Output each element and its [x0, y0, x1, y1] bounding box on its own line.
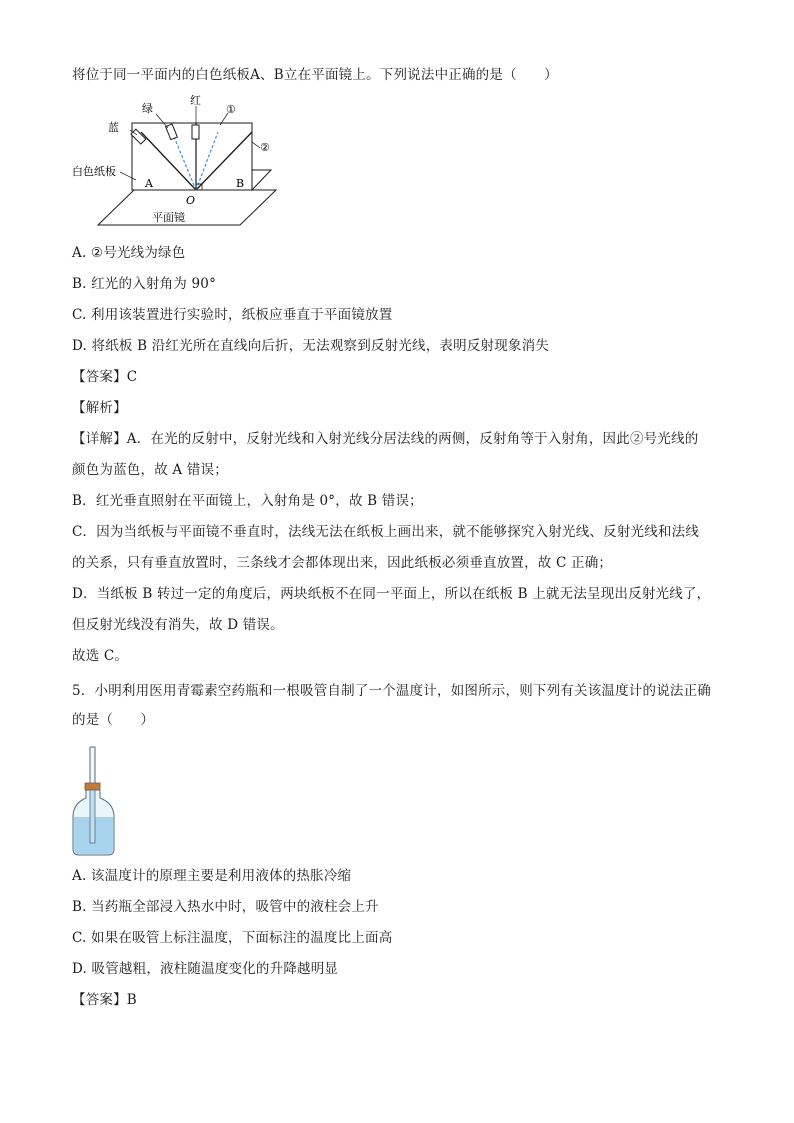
q4-explanation-5: 的关系，只有垂直放置时，三条线才会都体现出来，因此纸板必须垂直放置，故 C 正确； — [72, 555, 613, 571]
q4-stem: 将位于同一平面内的白色纸板A、B立在平面镜上。下列说法中正确的是（ ） — [72, 67, 558, 83]
label-o: O — [186, 194, 196, 207]
q5-answer: 【答案】B — [72, 992, 137, 1008]
q4-option-c: C. 利用该装置进行实验时，纸板应垂直于平面镜放置 — [72, 307, 393, 323]
label-red: 红 — [190, 94, 201, 107]
q4-explanation-8: 故选 C。 — [72, 648, 129, 664]
q4-analysis: 【解析】 — [72, 400, 127, 416]
q5-stem-2: 的是（ ） — [72, 712, 155, 728]
q4-explanation-4: C．因为当纸板与平面镜不垂直时，法线无法在纸板上画出来，就不能够探究入射光线、反射光线和法线 — [72, 524, 700, 540]
q4-explanation-7: 但反射光线没有消失，故 D 错误。 — [72, 617, 284, 633]
bottle-cap — [85, 783, 100, 790]
q4-explanation-1: 【详解】A．在光的反射中，反射光线和入射光线分居法线的两侧，反射角等于入射角，因此②号光线的 — [72, 431, 699, 447]
q4-option-b: B. 红光的入射角为 90° — [72, 276, 217, 292]
thermometer-bottle — [70, 745, 118, 857]
q4-explanation-2: 颜色为蓝色，故 A 错误； — [72, 462, 228, 478]
label-a: A — [145, 177, 153, 190]
q4-explanation-3: B．红光垂直照射在平面镜上，入射角是 0°，故 B 错误； — [72, 493, 423, 509]
label-ray-2: ② — [260, 141, 270, 154]
label-green: 绿 — [142, 102, 153, 115]
label-blue: 蓝 — [108, 121, 119, 134]
reflection-diagram — [70, 92, 290, 234]
q4-option-d: D. 将纸板 B 沿红光所在直线向后折，无法观察到反射光线，表明反射现象消失 — [72, 338, 550, 354]
label-mirror: 平面镜 — [152, 211, 185, 224]
q5-option-d: D. 吸管越粗，液柱随温度变化的升降越明显 — [72, 961, 339, 977]
q4-option-a: A. ②号光线为绿色 — [72, 245, 186, 261]
label-board: 白色纸板 — [72, 165, 116, 178]
q5-option-c: C. 如果在吸管上标注温度，下面标注的温度比上面高 — [72, 930, 393, 946]
q5-option-b: B. 当药瓶全部浸入热水中时，吸管中的液柱会上升 — [72, 899, 379, 915]
q5-option-a: A. 该温度计的原理主要是利用液体的热胀冷缩 — [72, 868, 352, 884]
label-b: B — [236, 177, 245, 190]
mirror-right-edge — [252, 170, 271, 190]
label-ray-1: ① — [226, 103, 236, 116]
q4-explanation-6: D．当纸板 B 转过一定的角度后，两块纸板不在同一平面上，所以在纸板 B 上就无法呈现出反射光线了， — [72, 586, 711, 602]
q5-stem-1: 5．小明利用医用青霉素空药瓶和一根吸管自制了一个温度计，如图所示，则下列有关该温度计的说法正确 — [72, 683, 711, 699]
red-light-source — [192, 125, 199, 139]
q4-answer: 【答案】C — [72, 369, 138, 385]
straw-inside — [90, 790, 95, 843]
